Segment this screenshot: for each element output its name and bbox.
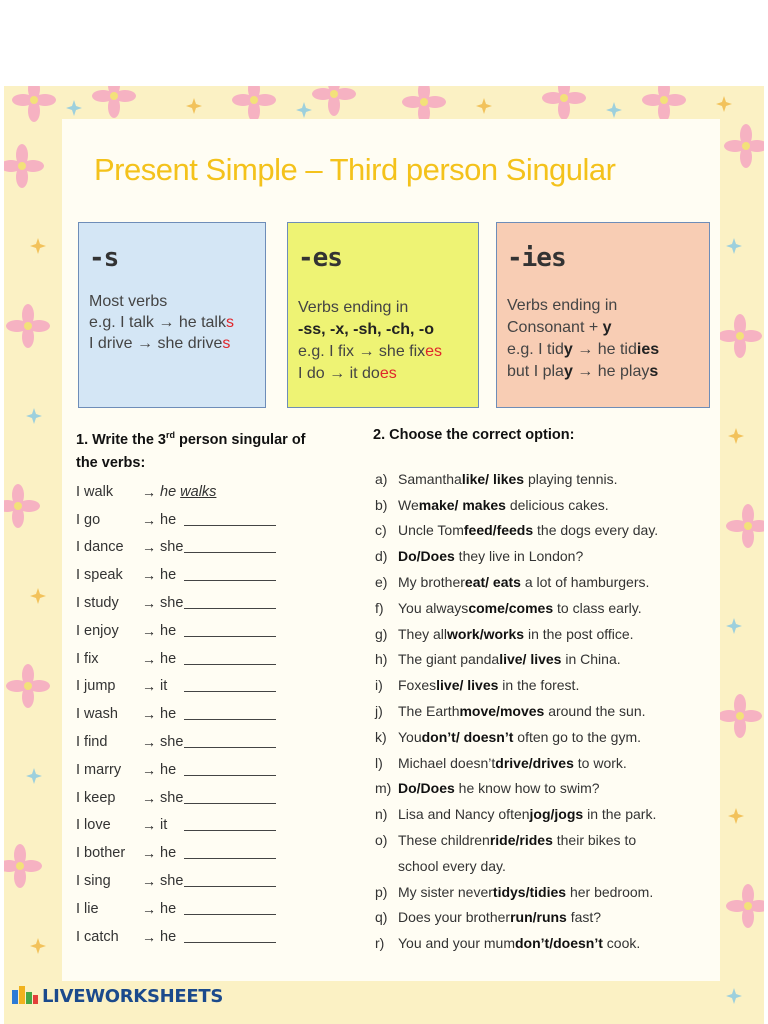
- item-letter: d): [375, 548, 388, 565]
- pronoun: it: [160, 678, 168, 695]
- suffix-label: -ies: [507, 243, 566, 273]
- sentence-end: cook.: [602, 935, 641, 952]
- item-letter: a): [375, 470, 388, 487]
- arrow-icon: →: [142, 928, 156, 945]
- exercise-2-row: [375, 853, 715, 879]
- exercise-1-row: [76, 867, 296, 895]
- pronoun: he: [160, 928, 177, 945]
- rule-box-s: [78, 222, 266, 408]
- arrow-icon: →: [142, 706, 156, 723]
- sentence-end: to class early.: [553, 599, 642, 616]
- arrow-icon: →: [142, 789, 156, 806]
- sentence-end: often go to the gym.: [513, 728, 642, 745]
- sentence-start: Does your brother: [398, 909, 511, 926]
- exercise-2-row: [375, 801, 715, 827]
- exercise-2-row: [375, 466, 715, 492]
- arrow-icon: →: [142, 539, 156, 556]
- sentence-end: their bikes to: [552, 832, 637, 849]
- sentence-start: Uncle Tom: [398, 522, 464, 539]
- exercise-2-row: [375, 905, 715, 931]
- sentence-start: These children: [398, 832, 490, 849]
- suffix-label: -es: [298, 243, 342, 273]
- answer-blank[interactable]: [184, 551, 276, 553]
- sentence-end: the dogs every day.: [533, 522, 659, 539]
- arrow-icon: →: [142, 483, 156, 500]
- exercise-1-row: [76, 617, 296, 645]
- answer-options[interactable]: eat/ eats: [464, 574, 521, 591]
- answer-options[interactable]: come/comes: [468, 599, 554, 616]
- arrow-icon: →: [142, 650, 156, 667]
- answer-blank[interactable]: [184, 885, 276, 887]
- exercise-2-row: [375, 698, 715, 724]
- rule-box-ies: [496, 222, 710, 408]
- pronoun: he: [160, 900, 177, 917]
- example-row: [76, 478, 296, 506]
- answer-options[interactable]: drive/drives: [495, 754, 574, 771]
- exercise-2-row: [375, 518, 715, 544]
- answer-options[interactable]: work/works: [447, 625, 525, 642]
- item-letter: g): [375, 625, 388, 642]
- pronoun: he: [160, 706, 177, 723]
- suffix-label: -s: [89, 243, 119, 273]
- verb: I fix: [76, 650, 99, 667]
- answer-options[interactable]: don’t/doesn’t: [515, 935, 603, 952]
- sentence-end: her bedroom.: [566, 883, 654, 900]
- item-letter: p): [375, 883, 388, 900]
- rule-text: [298, 297, 468, 385]
- pronoun: he: [160, 761, 177, 778]
- answer-blank[interactable]: [184, 857, 276, 859]
- exercise-1-row: [76, 589, 296, 617]
- pronoun: she: [160, 789, 184, 806]
- exercise-1-row: [76, 895, 296, 923]
- exercise-2-row: [375, 879, 715, 905]
- exercise-1-row: [76, 728, 296, 756]
- sentence-start: You and your mum: [398, 935, 515, 952]
- sentence-end: in the forest.: [498, 677, 580, 694]
- exercise-1-row: [76, 923, 296, 951]
- answer-options[interactable]: jog/jogs: [529, 806, 584, 823]
- pronoun: she: [160, 539, 184, 556]
- exercise-1-row: [76, 784, 296, 812]
- answer-blank[interactable]: [184, 635, 276, 637]
- pronoun: he: [160, 622, 177, 639]
- pronoun: he: [160, 567, 177, 584]
- answer-blank[interactable]: [184, 774, 276, 776]
- verb: I go: [76, 511, 101, 528]
- sentence-start: You always: [398, 599, 469, 616]
- sentence-end: in the park.: [583, 806, 657, 823]
- item-letter: c): [375, 522, 387, 539]
- rule-line: -ss, -x, -sh, -ch, -o: [298, 321, 435, 338]
- arrow-icon: →: [142, 817, 156, 834]
- verb: I keep: [76, 789, 116, 806]
- logo-icon: [12, 986, 38, 1006]
- arrow-icon: →: [142, 511, 156, 528]
- item-letter: r): [375, 935, 385, 952]
- exercise-1-heading: 1. Write the 3rd person singular of the verbs:: [76, 430, 306, 471]
- arrow-icon: →: [142, 622, 156, 639]
- pronoun: he: [160, 845, 177, 862]
- arrow-icon: →: [142, 873, 156, 890]
- answer-blank[interactable]: [184, 607, 276, 609]
- rule-line: I do → it does: [298, 365, 397, 382]
- arrow-icon: →: [142, 567, 156, 584]
- pronoun: she: [160, 873, 184, 890]
- item-letter: i): [375, 677, 383, 694]
- item-letter: m): [375, 780, 392, 797]
- item-letter: n): [375, 806, 388, 823]
- rule-line: Most verbs: [89, 293, 168, 310]
- answer-blank[interactable]: [184, 579, 276, 581]
- sentence-end: he know how to swim?: [454, 780, 600, 797]
- sentence-start: You: [398, 728, 422, 745]
- rule-line: but I play → he plays: [507, 363, 659, 380]
- sentence-end: around the sun.: [544, 703, 646, 720]
- arrow-icon: →: [142, 900, 156, 917]
- arrow-icon: →: [142, 678, 156, 695]
- answer-blank[interactable]: [184, 690, 276, 692]
- exercise-2-list: [375, 466, 715, 956]
- item-letter: h): [375, 651, 388, 668]
- item-letter: b): [375, 496, 388, 513]
- exercise-2-heading: 2. Choose the correct option:: [373, 427, 575, 443]
- sentence-start: The giant panda: [398, 651, 500, 668]
- answer-options[interactable]: move/moves: [459, 703, 545, 720]
- example-answer: he walks: [160, 483, 217, 500]
- exercise-2-row: [375, 776, 715, 802]
- rule-line: e.g. I fix → she fixes: [298, 343, 443, 360]
- item-letter: f): [375, 599, 384, 616]
- sentence-end: delicious cakes.: [505, 496, 609, 513]
- exercise-2-row: [375, 492, 715, 518]
- verb: I marry: [76, 761, 122, 778]
- sentence-end: to work.: [573, 754, 627, 771]
- sentence-start: Lisa and Nancy often: [398, 806, 530, 823]
- exercise-1-row: [76, 756, 296, 784]
- answer-options[interactable]: Do/Does: [398, 548, 455, 565]
- exercise-1-list: [76, 478, 296, 951]
- sentence-start: They all: [398, 625, 448, 642]
- logo-text: LIVEWORKSHEETS: [42, 985, 224, 1007]
- rule-text: [507, 295, 699, 383]
- answer-options[interactable]: tidys/tidies: [492, 883, 567, 900]
- rule-line: e.g. I tidy → he tidies: [507, 341, 660, 358]
- item-letter: k): [375, 728, 387, 745]
- rule-line: Verbs ending in: [298, 299, 409, 316]
- answer-options[interactable]: Do/Does: [398, 780, 455, 797]
- exercise-2-row: [375, 647, 715, 673]
- sentence-end: they live in London?: [454, 548, 584, 565]
- exercise-2-row: [375, 543, 715, 569]
- exercise-1-row: [76, 506, 296, 534]
- arrow-icon: →: [142, 595, 156, 612]
- answer-options[interactable]: like/ likes: [461, 470, 525, 487]
- verb: I jump: [76, 678, 116, 695]
- sentence-start: My brother: [398, 574, 465, 591]
- item-letter: l): [375, 754, 383, 771]
- exercise-1-row: [76, 534, 296, 562]
- rule-line: e.g. I talk → he talks: [89, 314, 234, 331]
- page-title: Present Simple – Third person Singular: [94, 152, 616, 187]
- sentence-end: in China.: [561, 651, 621, 668]
- answer-blank[interactable]: [184, 913, 276, 915]
- item-letter: j): [375, 703, 383, 720]
- exercise-2-row: [375, 569, 715, 595]
- exercise-2-row: [375, 724, 715, 750]
- pronoun: he: [160, 650, 177, 667]
- answer-options[interactable]: don’t/ doesn’t: [421, 728, 514, 745]
- exercise-2-row: [375, 750, 715, 776]
- exercise-1-row: [76, 839, 296, 867]
- verb: I wash: [76, 706, 118, 723]
- exercise-1-row: [76, 673, 296, 701]
- arrow-icon: →: [142, 734, 156, 751]
- answer-options[interactable]: run/runs: [510, 909, 567, 926]
- exercise-2-row: [375, 827, 715, 853]
- answer-blank[interactable]: [184, 746, 276, 748]
- exercise-2-row: [375, 672, 715, 698]
- rule-line: Verbs ending in: [507, 297, 618, 314]
- sentence-end: fast?: [566, 909, 602, 926]
- sentence-start: Foxes: [398, 677, 437, 694]
- answer-options[interactable]: live/ lives: [436, 677, 499, 694]
- answer-options[interactable]: live/ lives: [499, 651, 562, 668]
- item-letter: e): [375, 574, 388, 591]
- answer-options[interactable]: make/ makes: [418, 496, 506, 513]
- pronoun: he: [160, 511, 177, 528]
- sentence-start: The Earth: [398, 703, 460, 720]
- verb: I walk: [76, 483, 114, 500]
- sentence-end: in the post office.: [524, 625, 634, 642]
- exercise-1-row: [76, 700, 296, 728]
- verb: I catch: [76, 928, 119, 945]
- verb: I dance: [76, 539, 124, 556]
- sentence-end: playing tennis.: [524, 470, 618, 487]
- item-letter: q): [375, 909, 388, 926]
- verb: I lie: [76, 900, 99, 917]
- rule-box-es: [287, 222, 479, 408]
- pronoun: it: [160, 817, 168, 834]
- sentence-end: a lot of hamburgers.: [520, 574, 650, 591]
- verb: I speak: [76, 567, 123, 584]
- liveworksheets-logo: [12, 984, 223, 1008]
- answer-blank[interactable]: [184, 829, 276, 831]
- exercise-2-row: [375, 595, 715, 621]
- verb: I study: [76, 595, 119, 612]
- sentence-start: school every day.: [398, 857, 506, 874]
- answer-blank[interactable]: [184, 718, 276, 720]
- verb: I find: [76, 734, 108, 751]
- rule-line: I drive → she drives: [89, 335, 231, 352]
- pronoun: she: [160, 734, 184, 751]
- pronoun: she: [160, 595, 184, 612]
- exercise-1-row: [76, 561, 296, 589]
- item-letter: o): [375, 832, 388, 849]
- answer-blank[interactable]: [184, 802, 276, 804]
- answer-blank[interactable]: [184, 941, 276, 943]
- sentence-start: We: [398, 496, 419, 513]
- exercise-1-row: [76, 812, 296, 840]
- answer-options[interactable]: feed/feeds: [463, 522, 534, 539]
- arrow-icon: →: [142, 761, 156, 778]
- sentence-start: Michael doesn’t: [398, 754, 496, 771]
- answer-options[interactable]: ride/rides: [489, 832, 553, 849]
- verb: I love: [76, 817, 111, 834]
- verb: I sing: [76, 873, 111, 890]
- sentence-start: Samantha: [398, 470, 462, 487]
- sentence-start: My sister never: [398, 883, 493, 900]
- exercise-2-row: [375, 621, 715, 647]
- arrow-icon: →: [142, 845, 156, 862]
- exercise-2-row: [375, 930, 715, 956]
- rule-text: [89, 291, 255, 354]
- verb: I bother: [76, 845, 126, 862]
- exercise-1-row: [76, 645, 296, 673]
- answer-blank[interactable]: [184, 524, 276, 526]
- answer-blank[interactable]: [184, 663, 276, 665]
- rule-line: Consonant + y: [507, 319, 612, 336]
- verb: I enjoy: [76, 622, 119, 639]
